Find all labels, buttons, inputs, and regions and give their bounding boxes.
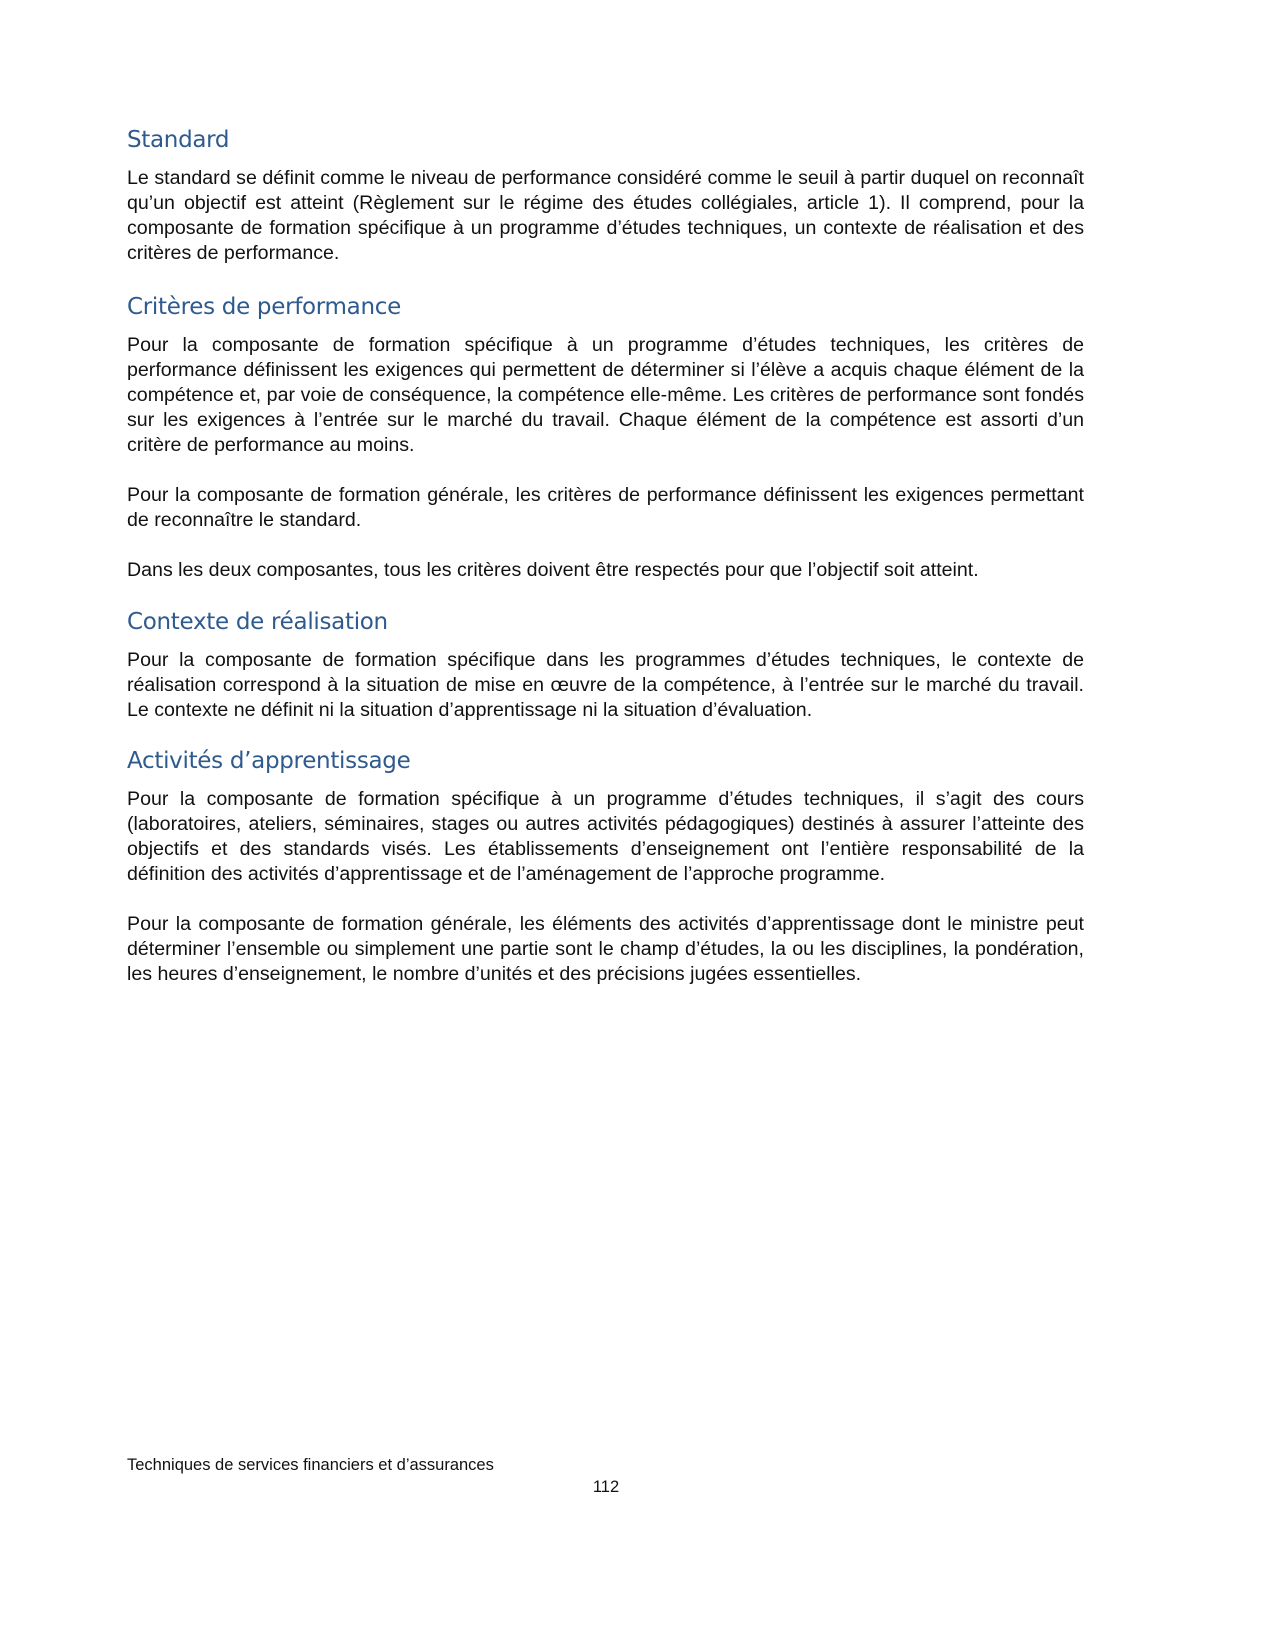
section-heading: Critères de performance — [127, 294, 401, 320]
paragraph: Dans les deux composantes, tous les critères doivent être respectés pour que l’objectif soit atteint. — [127, 559, 979, 581]
section-heading: Activités d’apprentissage — [127, 748, 411, 774]
section-heading: Standard — [127, 127, 230, 153]
paragraph: Pour la composante de formation spécifique à un programme d’études techniques, il s’agit des cours (laboratoires, ateliers, séminaires, stages ou autres activités pédagogiques) destinés à assurer l’atteinte des objectifs et des standards visés. Les établissements d’enseignement ont l’entière responsabilité de la définition des activités d’apprentissage et de l’aménagement de l’approche programme. — [127, 788, 1084, 885]
paragraph: Pour la composante de formation spécifique dans les programmes d’études techniques, le contexte de réalisation correspond à la situation de mise en œuvre de la compétence, à l’entrée sur le marché du travail. Le contexte ne définit ni la situation d’apprentissage ni la situation d’évaluation. — [127, 649, 1084, 721]
section-contexte — [127, 608, 1084, 723]
section-heading: Contexte de réalisation — [127, 609, 388, 635]
section-standard — [127, 126, 1084, 266]
paragraph: Pour la composante de formation générale, les éléments des activités d’apprentissage dont le ministre peut déterminer l’ensemble ou simplement une partie sont le champ d’études, la ou les disciplines, la pondération, les heures d’enseignement, le nombre d’unités et des précisions jugées essentielles. — [127, 913, 1084, 985]
paragraph: Pour la composante de formation spécifique à un programme d’études techniques, les critères de performance définissent les exigences qui permettent de déterminer si l’élève a acquis chaque élément de la compétence et, par voie de conséquence, la compétence elle-même. Les critères de performance sont fondés sur les exigences à l’entrée sur le marché du travail. Chaque élément de la compétence est assorti d’un critère de performance au moins. — [127, 334, 1084, 456]
paragraph: Le standard se définit comme le niveau de performance considéré comme le seuil à partir duquel on reconnaît qu’un objectif est atteint (Règlement sur le régime des études collégiales, article 1). Il comprend, pour la composante de formation spécifique à un programme d’études techniques, un contexte de réalisation et des critères de performance. — [127, 167, 1084, 264]
section-activites — [127, 747, 1084, 987]
paragraph: Pour la composante de formation générale, les critères de performance définissent les exigences permettant de reconnaître le standard. — [127, 484, 1084, 531]
footer-title: Techniques de services financiers et d’assurances — [127, 1456, 494, 1474]
section-criteres — [127, 293, 1084, 583]
page-number: 112 — [592, 1478, 620, 1496]
